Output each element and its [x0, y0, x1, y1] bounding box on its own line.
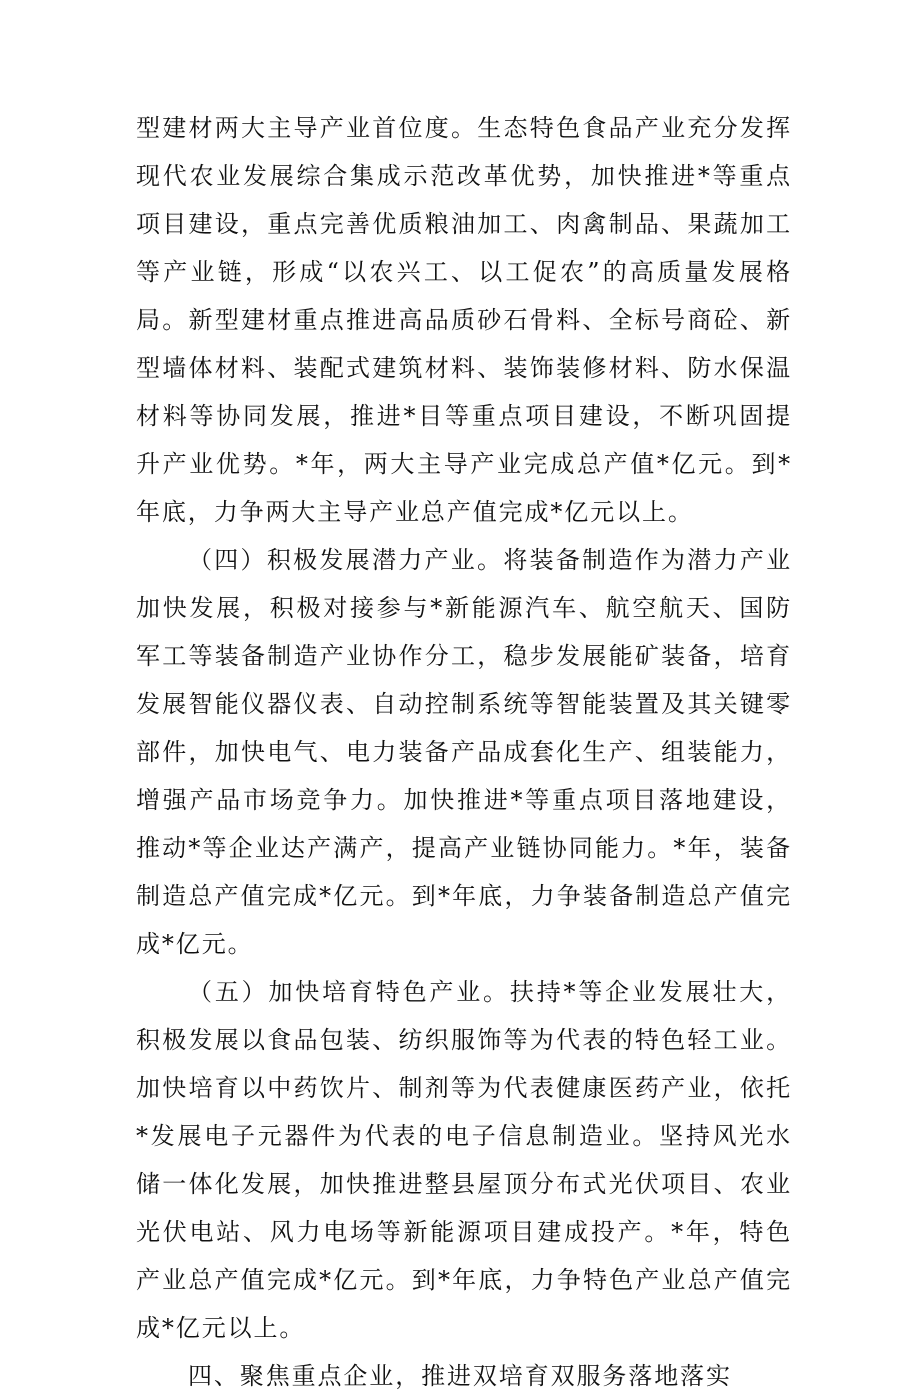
document-body — [136, 104, 792, 1400]
paragraph-potential-industry: （四）积极发展潜力产业。将装备制造作为潜力产业加快发展，积极对接参与*新能源汽车、航空航天、国防军工等装备制造产业协作分工，稳步发展能矿装备，培育发展智能仪器仪表、自动控制系统等智能装置及其关键零部件，加快电气、电力装备产品成套化生产、组装能力，增强产品市场竞争力。加快推进*等重点项目落地建设，推动*等企业达产满产，提高产业链协同能力。*年，装备制造总产值完成*亿元。到*年底，力争装备制造总产值完成*亿元。 — [136, 546, 792, 958]
paragraph-industry-leading: 型建材两大主导产业首位度。生态特色食品产业充分发挥现代农业发展综合集成示范改革优势，加快推进*等重点项目建设，重点完善优质粮油加工、肉禽制品、果蔬加工等产业链，形成“以农兴工、以工促农”的高质量发展格局。新型建材重点推进高品质砂石骨料、全标号商砼、新型墙体材料、装配式建筑材料、装饰装修材料、防水保温材料等协同发展，推进*目等重点项目建设，不断巩固提升产业优势。*年，两大主导产业完成总产值*亿元。到*年底，力争两大主导产业总产值完成*亿元以上。 — [136, 114, 792, 526]
paragraph-special-industry: （五）加快培育特色产业。扶持*等企业发展壮大，积极发展以食品包装、纺织服饰等为代表的特色轻工业。加快培育以中药饮片、制剂等为代表健康医药产业，依托*发展电子元器件为代表的电子信息制造业。坚持风光水储一体化发展，加快推进整县屋顶分布式光伏项目、农业光伏电站、风力电场等新能源项目建成投产。*年，特色产业总产值完成*亿元。到*年底，力争特色产业总产值完成*亿元以上。 — [136, 978, 792, 1342]
section-heading: 四、聚焦重点企业，推进双培育双服务落地落实 — [188, 1362, 732, 1390]
